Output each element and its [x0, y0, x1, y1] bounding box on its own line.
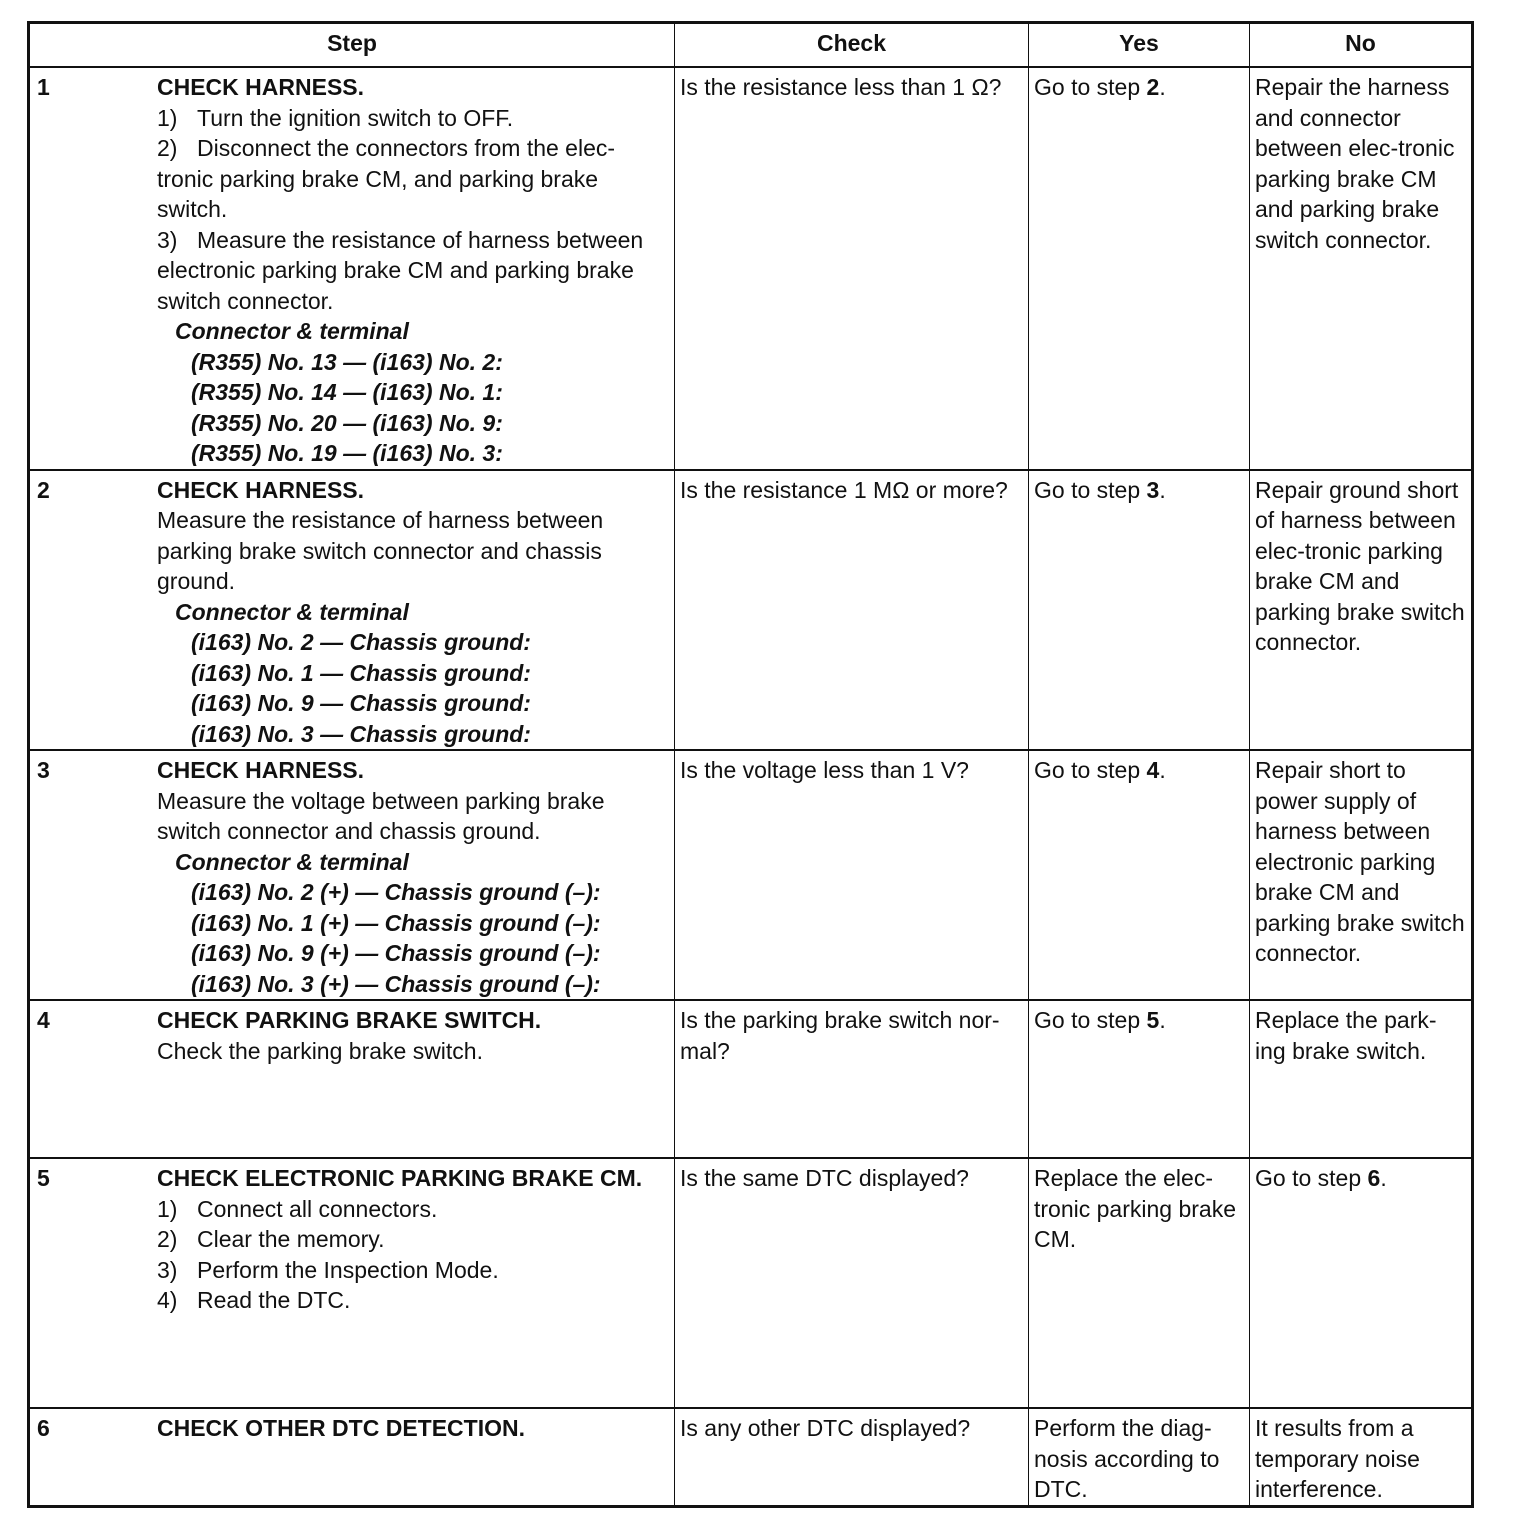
step-instruction — [157, 164, 669, 195]
instruction-text: Measure the voltage between parking brake switch connector and chassis ground. — [157, 787, 605, 844]
instruction-text: electronic parking brake CM and parking brake — [157, 257, 634, 283]
instruction-number: 2) — [157, 135, 178, 161]
step-instruction — [157, 786, 669, 847]
check-question: Is the parking brake switch nor-mal? — [680, 1007, 1000, 1064]
step-instruction — [157, 103, 669, 134]
step-instruction — [157, 133, 669, 164]
instruction-text: Connect all connectors. — [197, 1195, 438, 1222]
instruction-text: Turn the ignition switch to OFF. — [197, 104, 514, 131]
instruction-text: switch connector. — [157, 287, 334, 314]
no-cell — [1250, 470, 1473, 751]
yes-suffix: . — [1159, 757, 1166, 783]
yes-action: Go to step — [1034, 1007, 1147, 1033]
connector-terminal-item: (R355) No. 19 — (i163) No. 3: — [191, 440, 503, 466]
step-cell — [29, 750, 675, 1000]
connector-terminal-item: (R355) No. 13 — (i163) No. 2: — [191, 348, 503, 375]
instruction-text: Measure the resistance of harness between parking brake switch connector and chassis ground. — [157, 507, 604, 594]
check-question: Is any other DTC displayed? — [680, 1415, 971, 1441]
instruction-number: 3) — [157, 226, 178, 253]
no-action: Repair ground short of harness between elec-tronic parking brake CM and parking brake switch connector. — [1255, 476, 1465, 655]
no-cell — [1250, 750, 1473, 1000]
table-row — [29, 1158, 1473, 1408]
instruction-number: 2) — [157, 1226, 178, 1252]
table-row — [29, 750, 1473, 1000]
step-number: 4 — [37, 1007, 50, 1033]
table-row — [29, 1000, 1473, 1158]
connector-terminal-item: (i163) No. 9 (+) — Chassis ground (–): — [191, 940, 601, 966]
step-number: 2 — [37, 476, 50, 503]
connector-terminal-item: (i163) No. 1 (+) — Chassis ground (–): — [191, 909, 601, 936]
step-instruction — [157, 194, 669, 225]
check-cell — [675, 1000, 1029, 1158]
no-cell — [1250, 1000, 1473, 1158]
yes-suffix: . — [1159, 476, 1166, 503]
yes-action: Go to step — [1034, 74, 1147, 100]
instruction-text: Clear the memory. — [197, 1226, 385, 1252]
step-instruction — [157, 505, 669, 597]
step-instruction — [157, 255, 669, 286]
connector-terminal-label: Connector & terminal — [175, 318, 409, 344]
instruction-number: 4) — [157, 1287, 178, 1313]
yes-step-ref: 2 — [1146, 74, 1160, 100]
connector-terminal-item: (R355) No. 20 — (i163) No. 9: — [191, 409, 503, 436]
yes-action: Go to step — [1034, 476, 1147, 503]
yes-suffix: . — [1159, 74, 1166, 100]
instruction-text: switch. — [157, 196, 228, 222]
step-cell — [29, 470, 675, 751]
step-instruction — [157, 225, 669, 256]
step-number: 1 — [37, 74, 50, 100]
no-action: Repair short to power supply of harness between electronic parking brake CM and parking brake switch connector. — [1255, 757, 1465, 966]
step-instruction — [157, 1285, 669, 1316]
no-action: Replace the park-ing brake switch. — [1255, 1007, 1437, 1064]
yes-step-ref: 4 — [1146, 757, 1160, 783]
yes-cell — [1029, 67, 1250, 470]
yes-action: Replace the elec-tronic parking brake CM. — [1034, 1165, 1236, 1252]
check-question: Is the resistance less than 1 Ω? — [680, 74, 1002, 100]
yes-cell — [1029, 470, 1250, 751]
instruction-text: Measure the resistance of harness between — [197, 226, 644, 253]
table-row — [29, 1408, 1473, 1506]
no-action: It results from a temporary noise interference. — [1255, 1415, 1420, 1502]
diagnostic-table — [27, 21, 1474, 1508]
step-title: CHECK PARKING BRAKE SWITCH. — [157, 1007, 542, 1033]
connector-terminal-label: Connector & terminal — [175, 598, 409, 625]
step-instruction — [157, 1036, 669, 1067]
check-cell — [675, 470, 1029, 751]
instruction-number: 1) — [157, 1195, 178, 1222]
connector-terminal-label: Connector & terminal — [175, 848, 409, 875]
step-title: CHECK HARNESS. — [157, 476, 365, 503]
no-suffix: . — [1380, 1165, 1387, 1191]
header-check: Check — [675, 23, 1029, 68]
yes-action: Go to step — [1034, 757, 1147, 783]
yes-cell — [1029, 1158, 1250, 1408]
no-cell — [1250, 1158, 1473, 1408]
instruction-text: Perform the Inspection Mode. — [197, 1256, 499, 1283]
header-no: No — [1250, 23, 1473, 68]
step-instruction — [157, 1224, 669, 1255]
connector-terminal-item: (i163) No. 9 — Chassis ground: — [191, 690, 531, 716]
no-action: Go to step — [1255, 1165, 1368, 1191]
check-question: Is the resistance 1 MΩ or more? — [680, 476, 1008, 503]
connector-terminal-item: (i163) No. 3 (+) — Chassis ground (–): — [191, 970, 601, 997]
no-cell — [1250, 67, 1473, 470]
step-cell — [29, 67, 675, 470]
step-cell — [29, 1158, 675, 1408]
connector-terminal-item: (i163) No. 1 — Chassis ground: — [191, 659, 531, 686]
connector-terminal-item: (i163) No. 2 (+) — Chassis ground (–): — [191, 879, 601, 905]
header-row — [29, 23, 1473, 68]
no-action: Repair the harness and connector between elec-tronic parking brake CM and parking brake switch connector. — [1255, 74, 1455, 253]
no-cell — [1250, 1408, 1473, 1506]
table-row — [29, 67, 1473, 470]
step-number: 6 — [37, 1415, 50, 1441]
yes-step-ref: 3 — [1146, 476, 1160, 503]
check-question: Is the voltage less than 1 V? — [680, 757, 969, 783]
yes-step-ref: 5 — [1146, 1007, 1160, 1033]
check-cell — [675, 750, 1029, 1000]
instruction-text: Check the parking brake switch. — [157, 1037, 483, 1064]
yes-action: Perform the diag-nosis according to DTC. — [1034, 1415, 1220, 1502]
no-step-ref: 6 — [1367, 1165, 1381, 1191]
header-yes: Yes — [1029, 23, 1250, 68]
check-cell — [675, 67, 1029, 470]
connector-terminal-item: (i163) No. 3 — Chassis ground: — [191, 720, 531, 747]
step-cell — [29, 1000, 675, 1158]
check-cell — [675, 1408, 1029, 1506]
connector-terminal-item: (R355) No. 14 — (i163) No. 1: — [191, 379, 503, 405]
instruction-text: tronic parking brake CM, and parking brake — [157, 165, 599, 192]
instruction-text: Read the DTC. — [197, 1287, 351, 1313]
step-cell — [29, 1408, 675, 1506]
yes-cell — [1029, 750, 1250, 1000]
header-step: Step — [29, 23, 675, 68]
step-title: CHECK ELECTRONIC PARKING BRAKE CM. — [157, 1165, 643, 1191]
step-title: CHECK OTHER DTC DETECTION. — [157, 1415, 525, 1441]
step-instruction — [157, 1194, 669, 1225]
step-title: CHECK HARNESS. — [157, 74, 365, 100]
yes-cell — [1029, 1408, 1250, 1506]
step-instruction — [157, 1255, 669, 1286]
step-instruction — [157, 286, 669, 317]
check-cell — [675, 1158, 1029, 1408]
step-title: CHECK HARNESS. — [157, 757, 365, 783]
instruction-text: Disconnect the connectors from the elec- — [197, 135, 616, 161]
instruction-number: 3) — [157, 1256, 178, 1283]
step-number: 3 — [37, 757, 50, 783]
instruction-number: 1) — [157, 104, 178, 131]
check-question: Is the same DTC displayed? — [680, 1165, 969, 1191]
yes-suffix: . — [1159, 1007, 1166, 1033]
yes-cell — [1029, 1000, 1250, 1158]
table-row — [29, 470, 1473, 751]
step-number: 5 — [37, 1165, 50, 1191]
connector-terminal-item: (i163) No. 2 — Chassis ground: — [191, 629, 531, 655]
